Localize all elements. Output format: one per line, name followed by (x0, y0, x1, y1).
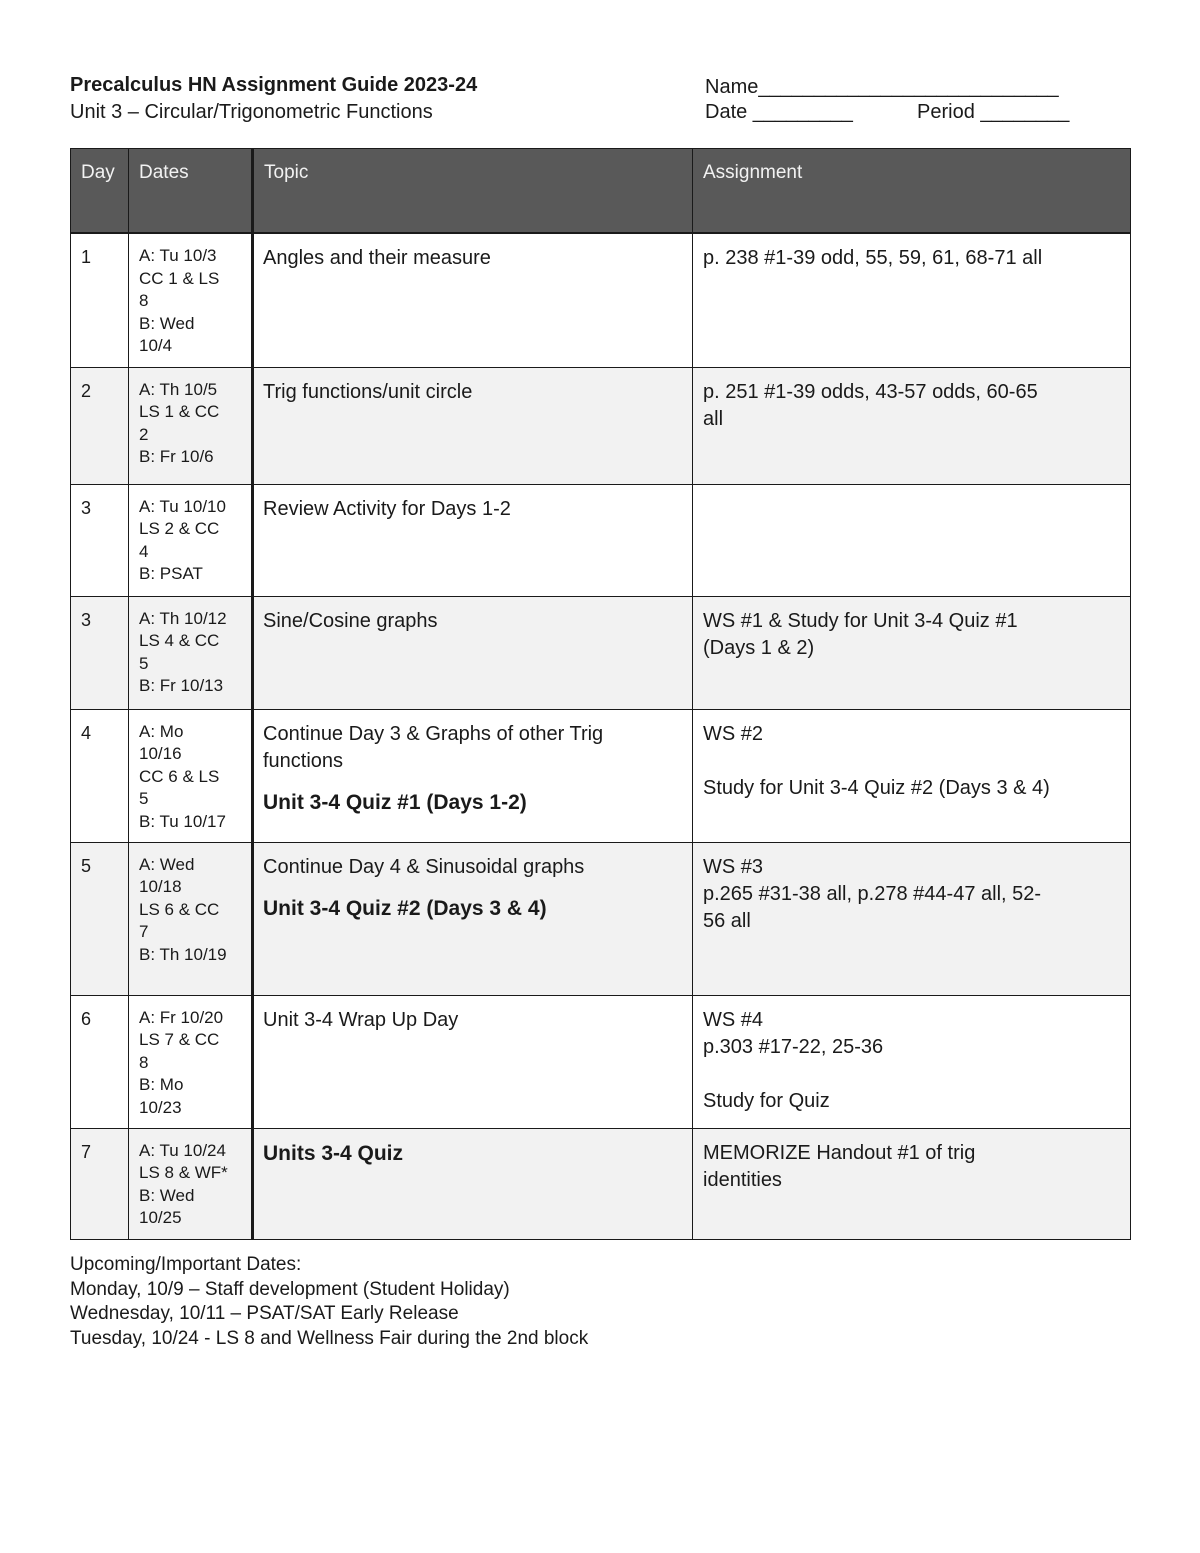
important-date-item: Tuesday, 10/24 - LS 8 and Wellness Fair during the 2nd block (70, 1327, 589, 1349)
topic-line: Sine/Cosine graphs (263, 609, 438, 632)
dates-cell (129, 596, 253, 709)
column-header-topic: Topic (253, 149, 693, 234)
assignment-line: (Days 1 & 2) (703, 636, 815, 659)
topic-cell (253, 842, 693, 995)
table-row (71, 709, 1131, 842)
dates-line: 8 (139, 291, 149, 310)
dates-line: LS 4 & CC (139, 631, 220, 650)
assignment-line: p. 238 #1-39 odd, 55, 59, 61, 68-71 all (703, 247, 1043, 269)
topic-cell (253, 367, 693, 484)
dates-line: B: Tu 10/17 (139, 811, 226, 831)
assignment-spacer (703, 1061, 1120, 1088)
dates-line: 10/4 (139, 336, 173, 355)
assignment-cell (693, 1128, 1131, 1239)
dates-line: B: Th 10/19 (139, 944, 227, 964)
dates-line: A: Wed (139, 854, 195, 874)
dates-line: 5 (139, 653, 149, 673)
dates-line: CC 6 & LS (139, 766, 220, 786)
dates-line: B: Fr 10/13 (139, 676, 224, 695)
dates-line: 8 (139, 1052, 149, 1072)
date-field: Date _________ (705, 101, 853, 123)
dates-line: A: Tu 10/10 (139, 496, 226, 516)
dates-line: B: PSAT (139, 564, 203, 583)
table-row (71, 596, 1131, 709)
column-header-day: Day (71, 149, 129, 234)
topic-line: functions (263, 749, 344, 772)
dates-line: A: Mo (139, 721, 184, 741)
dates-cell (129, 709, 253, 842)
quiz-label: Unit 3-4 Quiz #1 (Days 1-2) (263, 790, 527, 814)
dates-cell (129, 233, 253, 367)
dates-line: LS 2 & CC (139, 519, 220, 538)
assignment-line: Study for Quiz (703, 1089, 830, 1112)
column-header-assignment: Assignment (693, 149, 1131, 234)
table-row (71, 842, 1131, 995)
dates-line: A: Tu 10/24 (139, 1140, 226, 1160)
assignment-cell (693, 995, 1131, 1128)
important-dates-heading: Upcoming/Important Dates: (70, 1254, 302, 1275)
name-field: Name___________________________ (705, 76, 1059, 98)
dates-line: 2 (139, 424, 149, 444)
assignment-cell (693, 484, 1131, 596)
assignment-line: WS #4 (703, 1008, 764, 1031)
topic-cell (253, 709, 693, 842)
period-field: Period ________ (917, 101, 1070, 123)
day-cell: 3 (71, 484, 129, 596)
assignment-cell (693, 233, 1131, 367)
assignment-line: all (703, 407, 724, 430)
table-row (71, 1128, 1131, 1239)
dates-line: A: Th 10/12 (139, 608, 227, 628)
quiz-label: Units 3-4 Quiz (263, 1141, 404, 1165)
assignment-line: WS #1 & Study for Unit 3-4 Quiz #1 (703, 609, 1018, 632)
dates-line: LS 6 & CC (139, 899, 220, 919)
table-row (71, 233, 1131, 367)
day-cell: 1 (71, 233, 129, 367)
dates-cell (129, 1128, 253, 1239)
assignment-line: 56 all (703, 909, 751, 932)
assignment-cell (693, 842, 1131, 995)
assignment-table (70, 148, 1131, 1240)
table-header-row (71, 149, 1131, 234)
topic-line: Trig functions/unit circle (263, 380, 473, 403)
day-cell: 2 (71, 367, 129, 484)
assignment-line: WS #3 (703, 855, 764, 878)
topic-line: Continue Day 4 & Sinusoidal graphs (263, 855, 585, 878)
page-subtitle: Unit 3 – Circular/Trigonometric Functions (70, 101, 433, 123)
important-date-item: Wednesday, 10/11 – PSAT/SAT Early Release (70, 1303, 459, 1324)
topic-cell (253, 995, 693, 1128)
dates-line: 10/18 (139, 877, 182, 896)
dates-line: 10/16 (139, 744, 182, 763)
topic-line: Angles and their measure (263, 247, 491, 269)
dates-line: B: Wed (139, 1185, 195, 1205)
page-title: Precalculus HN Assignment Guide 2023-24 (70, 74, 478, 96)
dates-line: B: Fr 10/6 (139, 447, 214, 466)
day-cell: 6 (71, 995, 129, 1128)
important-dates (70, 1253, 588, 1351)
quiz-label: Unit 3-4 Quiz #2 (Days 3 & 4) (263, 896, 547, 920)
important-date-item: Monday, 10/9 – Staff development (Student Holiday) (70, 1278, 510, 1300)
assignment-line: Study for Unit 3-4 Quiz #2 (Days 3 & 4) (703, 776, 1050, 799)
dates-line: B: Wed (139, 313, 195, 333)
dates-line: A: Th 10/5 (139, 379, 218, 399)
page-header (70, 72, 1130, 132)
table-row (71, 367, 1131, 484)
day-cell: 4 (71, 709, 129, 842)
assignment-line: MEMORIZE Handout #1 of trig (703, 1141, 976, 1164)
dates-line: 10/25 (139, 1208, 182, 1227)
column-header-dates: Dates (129, 149, 253, 234)
assignment-cell (693, 367, 1131, 484)
assignment-line: p. 251 #1-39 odds, 43-57 odds, 60-65 (703, 380, 1038, 403)
dates-line: B: Mo (139, 1075, 184, 1094)
assignment-cell (693, 709, 1131, 842)
dates-line: 4 (139, 541, 149, 561)
topic-line: Continue Day 3 & Graphs of other Trig (263, 722, 604, 745)
topic-cell (253, 596, 693, 709)
assignment-line: identities (703, 1168, 782, 1191)
assignment-cell (693, 596, 1131, 709)
dates-cell (129, 842, 253, 995)
topic-line: Review Activity for Days 1-2 (263, 497, 511, 520)
dates-cell (129, 484, 253, 596)
assignment-line: p.265 #31-38 all, p.278 #44-47 all, 52- (703, 882, 1042, 905)
dates-cell (129, 367, 253, 484)
assignment-line: p.303 #17-22, 25-36 (703, 1035, 884, 1058)
dates-line: 7 (139, 922, 149, 941)
dates-line: LS 7 & CC (139, 1030, 220, 1049)
table-row (71, 995, 1131, 1128)
topic-line: Unit 3-4 Wrap Up Day (263, 1008, 459, 1031)
dates-line: LS 8 & WF* (139, 1163, 228, 1182)
assignment-spacer (703, 748, 1120, 775)
day-cell: 5 (71, 842, 129, 995)
topic-cell (253, 484, 693, 596)
dates-line: LS 1 & CC (139, 402, 220, 421)
assignment-line: WS #2 (703, 722, 764, 745)
dates-line: CC 1 & LS (139, 268, 220, 288)
day-cell: 7 (71, 1128, 129, 1239)
table-body (71, 233, 1131, 1239)
topic-cell (253, 233, 693, 367)
dates-line: 10/23 (139, 1097, 182, 1117)
dates-line: A: Tu 10/3 (139, 246, 217, 265)
dates-line: A: Fr 10/20 (139, 1007, 224, 1027)
table-row (71, 484, 1131, 596)
dates-line: 5 (139, 789, 149, 808)
topic-cell (253, 1128, 693, 1239)
day-cell: 3 (71, 596, 129, 709)
dates-cell (129, 995, 253, 1128)
